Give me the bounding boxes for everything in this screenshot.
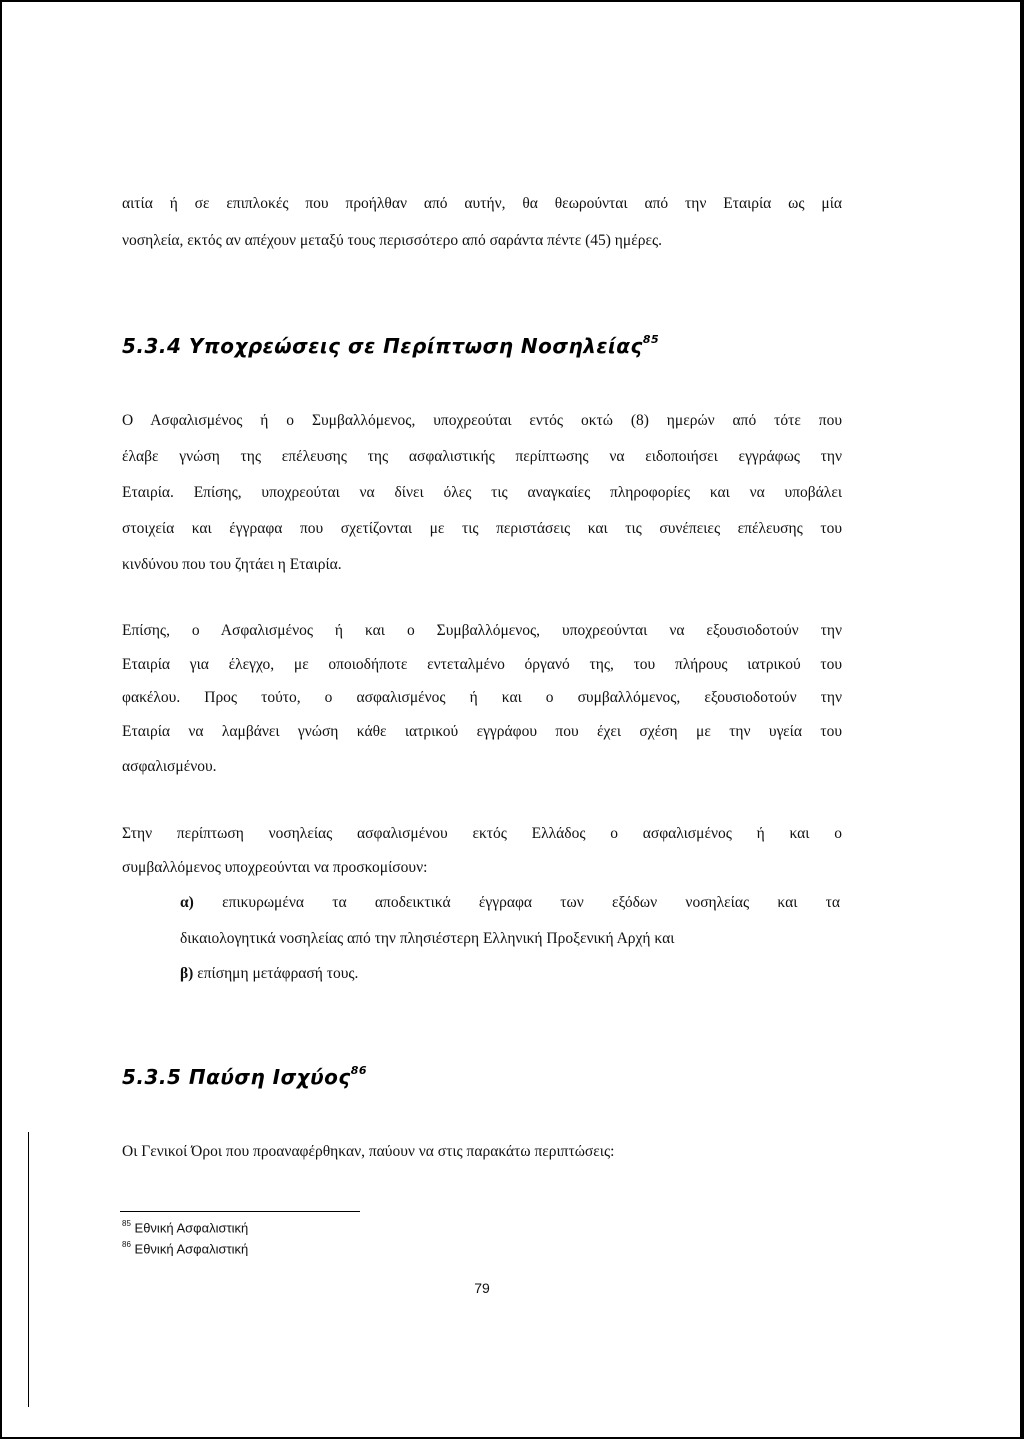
- paragraph-line: Στην περίπτωση νοσηλείας ασφαλισμένου εκτός Ελλάδος ο ασφαλισμένος ή και ο: [122, 825, 842, 842]
- list-marker: α): [180, 894, 194, 911]
- list-item: [180, 894, 840, 912]
- footnote-separator: [120, 1211, 360, 1212]
- paragraph-line: Εταιρία. Επίσης, υποχρεούται να δίνει όλες τις αναγκαίες πληροφορίες και να υποβάλει: [122, 484, 842, 501]
- footnote: [122, 1241, 248, 1256]
- scan-edge-line: [28, 1132, 29, 1407]
- paragraph-line: έλαβε γνώση της επέλευσης της ασφαλιστικής περίπτωσης να ειδοποιήσει εγγράφως την: [122, 448, 842, 465]
- list-marker: β): [180, 965, 194, 982]
- footnote-mark: 85: [122, 1219, 131, 1228]
- document-page: [2, 2, 1020, 1437]
- paragraph-line: στοιχεία και έγγραφα που σχετίζονται με τις περιστάσεις και τις συνέπειες επέλευσης του: [122, 520, 842, 537]
- paragraph-line: νοσηλεία, εκτός αν απέχουν μεταξύ τους περισσότερο από σαράντα πέντε (45) ημέρες.: [122, 232, 662, 249]
- paragraph-line: Ο Ασφαλισμένος ή ο Συμβαλλόμενος, υποχρεούται εντός οκτώ (8) ημερών από τότε που: [122, 412, 842, 429]
- list-item-continuation: δικαιολογητικά νοσηλείας από την πλησιέστερη Ελληνική Προξενική Αρχή και: [180, 930, 675, 947]
- paragraph-line: ασφαλισμένου.: [122, 758, 217, 775]
- paragraph-line: Εταιρία να λαμβάνει γνώση κάθε ιατρικού εγγράφου που έχει σχέση με την υγεία του: [122, 723, 842, 740]
- paragraph-line: Εταιρία για έλεγχο, με οποιοδήποτε εντεταλμένο όργανό της, του πλήρους ιατρικού του: [122, 656, 842, 673]
- paragraph-line: Επίσης, ο Ασφαλισμένος ή και ο Συμβαλλόμενος, υποχρεούνται να εξουσιοδοτούν την: [122, 622, 842, 639]
- paragraph-line: συμβαλλόμενος υποχρεούνται να προσκομίσουν:: [122, 859, 428, 876]
- footnote-ref: 86: [350, 1064, 367, 1078]
- footnote-mark: 86: [122, 1240, 131, 1249]
- paragraph-line: φακέλου. Προς τούτο, ο ασφαλισμένος ή και ο συμβαλλόμενος, εξουσιοδοτούν την: [122, 689, 842, 706]
- section-heading: [122, 1065, 367, 1089]
- heading-text: 5.3.4 Υποχρεώσεις σε Περίπτωση Νοσηλείας: [122, 334, 643, 358]
- footnote-ref: 85: [642, 333, 660, 347]
- list-item: [180, 965, 840, 983]
- paragraph-line: Οι Γενικοί Όροι που προαναφέρθηκαν, παύουν να στις παρακάτω περιπτώσεις:: [122, 1143, 615, 1160]
- list-item-text: επίσημη μετάφρασή τους.: [197, 965, 359, 982]
- footnote-text: Εθνική Ασφαλιστική: [134, 1241, 249, 1257]
- footnote: [122, 1220, 248, 1235]
- section-heading: [122, 334, 659, 358]
- paragraph-line: αιτία ή σε επιπλοκές που προήλθαν από αυτήν, θα θεωρούνται από την Εταιρία ως μία: [122, 195, 842, 212]
- footnote-text: Εθνική Ασφαλιστική: [134, 1220, 249, 1236]
- list-item-text: επικυρωμένα τα αποδεικτικά έγγραφα των εξόδων νοσηλείας και τα: [222, 894, 841, 911]
- page-number: 79: [474, 1280, 490, 1296]
- heading-text: 5.3.5 Παύση Ισχύος: [122, 1065, 351, 1089]
- paragraph-line: κινδύνου που του ζητάει η Εταιρία.: [122, 556, 342, 573]
